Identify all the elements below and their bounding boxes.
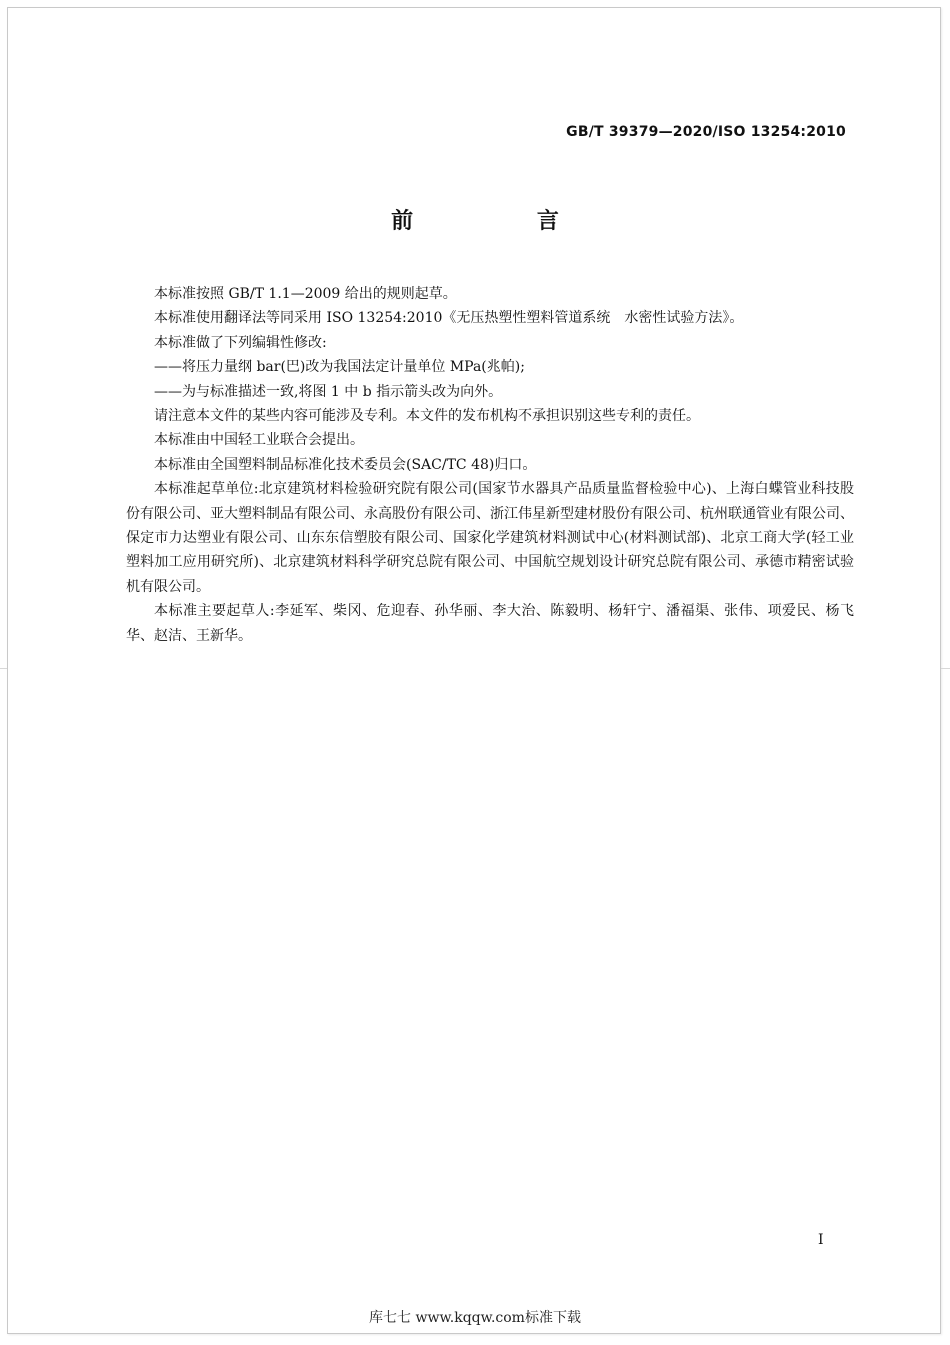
paragraph-drafters: 本标准主要起草人:李延军、柴冈、危迎春、孙华丽、李大治、陈毅明、杨轩宁、潘福渠、张伟、项爱民、杨飞华、赵洁、王新华。 (126, 603, 854, 644)
crop-mark-left (0, 668, 7, 669)
paragraph-centralized-by: 本标准由全国塑料制品标准化技术委员会(SAC/TC 48)归口。 (154, 456, 537, 473)
paragraph-adoption: 本标准使用翻译法等同采用 ISO 13254:2010《无压热塑性塑料管道系统 水密性试验方法》。 (154, 310, 744, 327)
paragraph-patent-notice: 请注意本文件的某些内容可能涉及专利。本文件的发布机构不承担识别这些专利的责任。 (154, 408, 700, 425)
standard-code: GB/T 39379—2020/ISO 13254:2010 (566, 124, 846, 140)
footer-watermark-text: 库七七 www.kqqw.com标准下载 (369, 1310, 581, 1326)
paragraph-drafting-units: 本标准起草单位:北京建筑材料检验研究院有限公司(国家节水器具产品质量监督检验中心)、上海白蝶管业科技股份有限公司、亚大塑料制品有限公司、永高股份有限公司、浙江伟星新型建材股份有限公司、杭州联通管业有限公司、保定市力达塑业有限公司、山东东信塑胶有限公司、国家化学建筑材料测试中心(材料测试部)、北京工商大学(轻工业塑料加工应用研究所)、北京建筑材料科学研究总院有限公司、中国航空规划设计研究总院有限公司、承德市精密试验机有限公司。 (126, 481, 854, 595)
paragraph-change-2: ——为与标准描述一致,将图 1 中 b 指示箭头改为向外。 (154, 383, 503, 400)
paragraph-change-1: ——将压力量纲 bar(巴)改为我国法定计量单位 MPa(兆帕); (154, 359, 525, 376)
paragraph-proposed-by: 本标准由中国轻工业联合会提出。 (154, 432, 364, 449)
page-title: 前 言 (391, 209, 617, 234)
paragraph-editorial-changes: 本标准做了下列编辑性修改: (154, 334, 327, 351)
page-number: I (818, 1232, 824, 1248)
preface-body (126, 282, 854, 648)
paragraph-drafting-rules: 本标准按照 GB/T 1.1—2009 给出的规则起草。 (154, 286, 457, 302)
crop-mark-right (941, 668, 950, 669)
